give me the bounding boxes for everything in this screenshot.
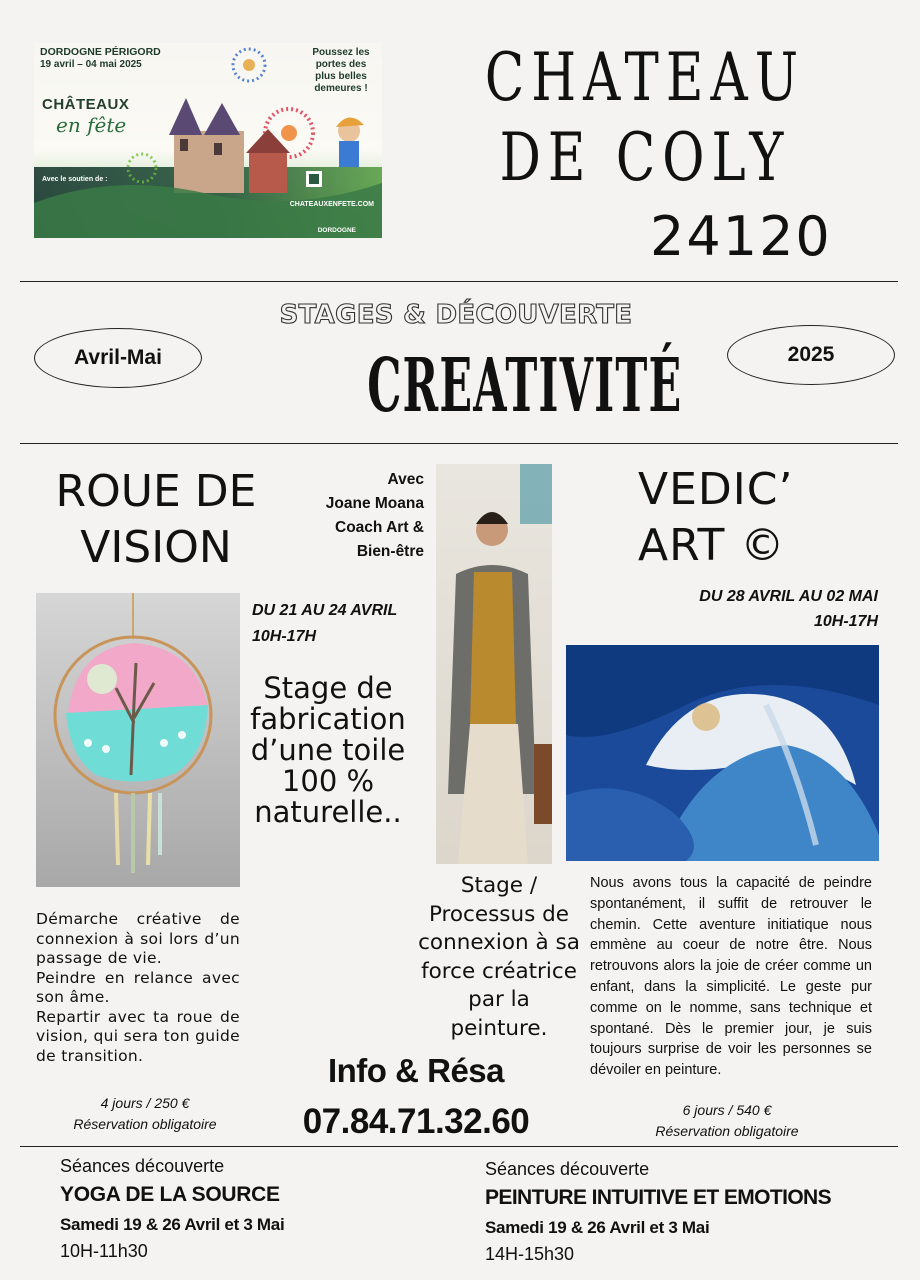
banner-region: DORDOGNE PÉRIGORD — [40, 46, 161, 58]
coach-line: Coach Art & — [335, 519, 424, 536]
page-title: CHATEAU DE COLY — [484, 39, 806, 196]
roue-hours: 10H-17H — [252, 628, 317, 645]
divider-bottom — [20, 1146, 898, 1147]
chateaux-en-fete-banner — [34, 43, 382, 238]
firework-blue — [233, 49, 265, 81]
yoga-time: 10H-11h30 — [60, 1241, 148, 1261]
banner-logo-en-fete: en fête — [56, 113, 127, 137]
firework-green — [128, 154, 156, 182]
postcode: 24120 — [650, 205, 832, 268]
roue-stage-text: Stage de fabrication d’une toile 100 % naturelle.. — [250, 671, 406, 829]
coach-portrait — [436, 464, 552, 864]
yoga-session — [60, 1156, 284, 1262]
roue-desc-line: Démarche créative de connexion à soi lors d’un passage de vie. — [36, 910, 240, 967]
coach-name: Joane Moana — [325, 495, 424, 512]
banner-partner: DORDOGNE — [317, 227, 356, 234]
peinture-time: 14H-15h30 — [485, 1244, 575, 1264]
vedic-hours: 10H-17H — [813, 613, 878, 630]
year-badge: 2025 — [727, 325, 895, 385]
yoga-name: YOGA DE LA SOURCE — [60, 1183, 280, 1206]
vedic-reservation: Réservation obligatoire — [655, 1123, 799, 1139]
period-badge: Avril-Mai — [34, 328, 202, 388]
roue-price-block — [50, 1093, 240, 1135]
dreamcatcher-illustration — [36, 593, 240, 887]
roue-description — [36, 910, 240, 1066]
info-resa-label: Info & Résa — [327, 1052, 505, 1089]
roue-de-vision-heading: ROUE DE VISION — [55, 466, 257, 573]
section-title: CREATIVITÉ — [367, 343, 683, 429]
roue-desc-line: Peindre en relance avec son âme. — [36, 968, 240, 1006]
dreamcatcher-image — [36, 593, 240, 887]
peinture-dates: Samedi 19 & 26 Avril et 3 Mai — [485, 1218, 710, 1237]
roue-dates — [252, 598, 397, 650]
yoga-label: Séances découverte — [60, 1156, 225, 1176]
banner-website: CHATEAUXENFETE.COM — [289, 201, 374, 208]
coach-line: Bien-être — [356, 543, 424, 560]
section-subtitle: STAGES & DÉCOUVERTE — [279, 300, 633, 330]
roue-desc-line: Repartir avec ta roue de vision, qui sera ton guide de transition. — [36, 1007, 240, 1065]
banner-support-text: Avec le soutien de : — [42, 176, 108, 183]
coach-info — [300, 468, 424, 564]
painting-illustration — [566, 645, 879, 861]
vedic-description: Nous avons tous la capacité de peindre spontanément, il suffit de retrouver le chemin. Cette aventure initiatique nous emmène au coeur de notre être. Nous retrouvons alors la joie de créer comme un enfant, dans la simplicité. Le geste pur comme on le nomme, sans technique et spontané. Dès le premier jour, je suis toujours surprise de voir les personnes se dévoiler en peinture. — [590, 875, 872, 1079]
banner-dates: 19 avril – 04 mai 2025 — [40, 59, 142, 70]
vedic-stage-text: Stage / Processus de connexion à sa force créatrice par la peinture. — [418, 873, 580, 1041]
peinture-session — [485, 1159, 831, 1265]
abstract-painting-image — [566, 645, 879, 861]
vedic-price-block — [620, 1100, 834, 1142]
vedic-heading-line: VEDIC’ — [638, 464, 794, 515]
banner-tagline: Poussez les portes des plus belles demeures ! — [312, 47, 370, 94]
roue-reservation: Réservation obligatoire — [73, 1116, 217, 1132]
roue-price: 4 jours / 250 € — [100, 1095, 190, 1111]
vedic-heading-line: ART © — [638, 520, 786, 571]
vedic-dates — [640, 584, 878, 634]
peinture-label: Séances découverte — [485, 1159, 650, 1179]
coach-photo — [436, 464, 552, 864]
vedic-date-range: DU 28 AVRIL AU 02 MAI — [699, 588, 878, 605]
vedic-art-heading — [638, 462, 793, 574]
peinture-name: PEINTURE INTUITIVE ET EMOTIONS — [485, 1186, 832, 1209]
divider-middle — [20, 443, 898, 444]
divider-top — [20, 281, 898, 282]
yoga-dates: Samedi 19 & 26 Avril et 3 Mai — [60, 1215, 285, 1234]
roue-date-range: DU 21 AU 24 AVRIL — [252, 602, 398, 619]
vedic-price: 6 jours / 540 € — [682, 1102, 772, 1118]
coach-line: Avec — [387, 471, 424, 488]
banner-logo-chateaux: CHÂTEAUX — [42, 96, 130, 113]
phone-number[interactable]: 07.84.71.32.60 — [302, 1102, 530, 1141]
